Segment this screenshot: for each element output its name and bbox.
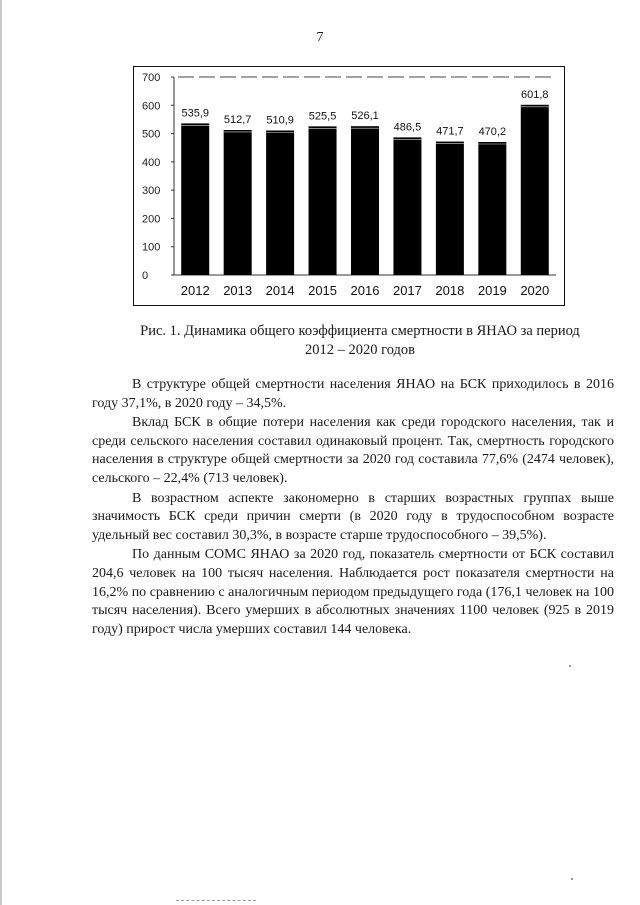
y-tick-label: 500 — [142, 128, 161, 141]
chart-svg — [134, 67, 563, 304]
scan-edge — [0, 0, 2, 905]
y-tick-label: 300 — [142, 185, 161, 198]
scan-artifact-line — [176, 900, 256, 901]
x-tick-label: 2019 — [477, 283, 507, 298]
paragraph: Вклад БСК в общие потери населения как среди городского населения, так и среди сельского населения составил одинаковый процент. Так, смертность городского населения в структуре общей смертности за 2020 год составила 77,6% (2474 человек), сельского – 22,4% (713 человек). — [92, 415, 614, 486]
paragraph: По данным СОМС ЯНАО за 2020 год, показатель смертности от БСК составил 204,6 человек на 100 тысяч населения. Наблюдается рост показателя смертности на 16,2% по сравнению с аналогичным периодом предыдущего года (176,1 человек на 100 тысяч населения). Всего умерших в абсолютных значениях 1100 человек (925 в 2019 году) прирост числа умерших составил 144 человека. — [92, 547, 614, 637]
x-tick-label: 2020 — [520, 283, 550, 298]
bar — [224, 130, 252, 275]
y-tick-label: 600 — [142, 100, 161, 113]
bar-value-label: 471,7 — [436, 125, 464, 138]
x-tick-label: 2016 — [350, 283, 380, 298]
figure-caption — [120, 322, 600, 360]
paragraph: В структуре общей смертности населения ЯНАО на БСК приходилось в 2016 году 37,1%, в 2020 году – 34,5%. — [92, 377, 614, 411]
bar — [181, 123, 209, 275]
bar — [393, 137, 421, 275]
y-tick-label: 0 — [142, 270, 149, 282]
bar-value-label: 601,8 — [521, 88, 549, 101]
page-number: 7 — [316, 30, 324, 45]
bar-value-label: 486,5 — [393, 121, 422, 134]
bar — [521, 105, 549, 275]
bar — [351, 126, 379, 275]
paragraph: В возрастном аспекте закономерно в старших возрастных группах выше значимость БСК среди причин смерти (в 2020 году в трудоспособном возрасте удельный вес составил 30,3%, в возрасте старше трудоспособного – 39,5%). — [92, 490, 614, 543]
caption-line-1: Рис. 1. Динамика общего коэффициента смертности в ЯНАО за период — [140, 323, 580, 339]
y-tick-label: 700 — [142, 72, 161, 84]
bar-value-label: 512,7 — [223, 113, 252, 126]
bar-value-label: 470,2 — [478, 126, 507, 139]
bar — [309, 126, 337, 275]
y-tick-label: 400 — [142, 156, 161, 169]
x-tick-label: 2015 — [308, 283, 338, 298]
caption-line-2: 2012 – 2020 годов — [304, 342, 416, 358]
bar — [436, 142, 464, 275]
bar-value-label: 510,9 — [266, 114, 294, 127]
x-tick-label: 2014 — [265, 283, 295, 298]
scan-speck — [571, 878, 573, 880]
y-tick-label: 100 — [142, 241, 161, 254]
y-tick-label: 200 — [142, 213, 161, 226]
bar — [478, 142, 506, 275]
x-tick-label: 2012 — [180, 283, 210, 298]
bar — [266, 130, 294, 275]
body-text — [92, 376, 614, 640]
x-tick-label: 2013 — [223, 283, 253, 298]
x-tick-label: 2017 — [392, 283, 422, 298]
x-tick-label: 2018 — [435, 283, 465, 298]
bar-value-label: 525,5 — [308, 110, 337, 123]
bar-value-label: 526,1 — [351, 110, 379, 123]
bar-value-label: 535,9 — [181, 107, 209, 120]
scan-speck — [569, 665, 571, 667]
mortality-bar-chart — [133, 66, 565, 306]
